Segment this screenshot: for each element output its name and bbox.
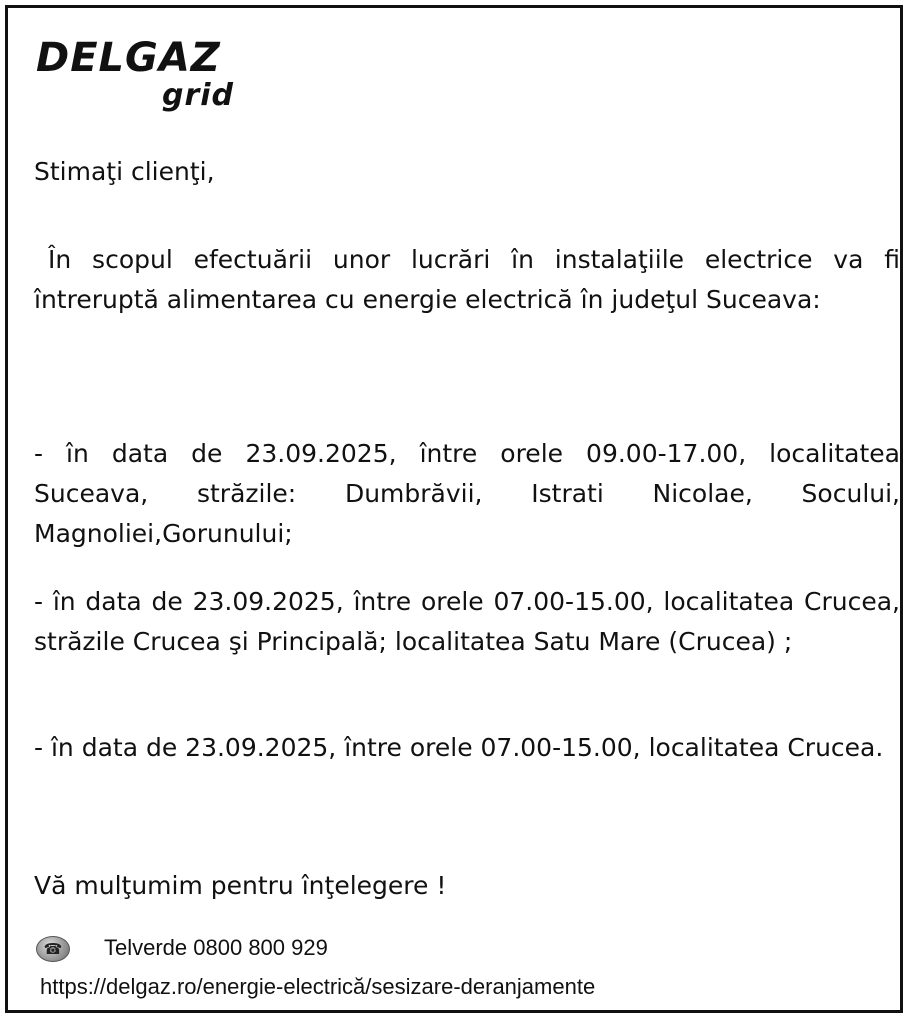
outage-item: - în data de 23.09.2025, între orele 07.00-15.00, localitatea Crucea. bbox=[34, 733, 884, 762]
phone-number: Telverde 0800 800 929 bbox=[104, 935, 328, 960]
notice-frame bbox=[5, 5, 903, 1013]
intro-paragraph: În scopul efectuării unor lucrări în instalaţiile electrice va fi întreruptă alimentarea cu energie electrică în judeţul Suceava: bbox=[34, 245, 900, 314]
delgaz-grid-logo bbox=[36, 34, 246, 116]
logo-sub: grid bbox=[161, 78, 234, 113]
logo-brand: DELGAZ bbox=[36, 35, 221, 81]
outage-item: - în data de 23.09.2025, între orele 07.00-15.00, localitatea Crucea, străzile Crucea şi Principală; localitatea Satu Mare (Crucea) ; bbox=[34, 587, 900, 656]
closing-text: Vă mulţumim pentru înţelegere ! bbox=[34, 871, 447, 900]
report-url[interactable]: https://delgaz.ro/energie-electrică/sesizare-deranjamente bbox=[40, 974, 596, 999]
greeting: Stimaţi clienţi, bbox=[34, 157, 215, 186]
outage-item: - în data de 23.09.2025, între orele 09.00-17.00, localitatea Suceava, străzile: Dumbrăvii, Istrati Nicolae, Socului, Magnoliei,Gorunului; bbox=[34, 439, 900, 548]
phone-icon: ☎ bbox=[36, 936, 70, 962]
